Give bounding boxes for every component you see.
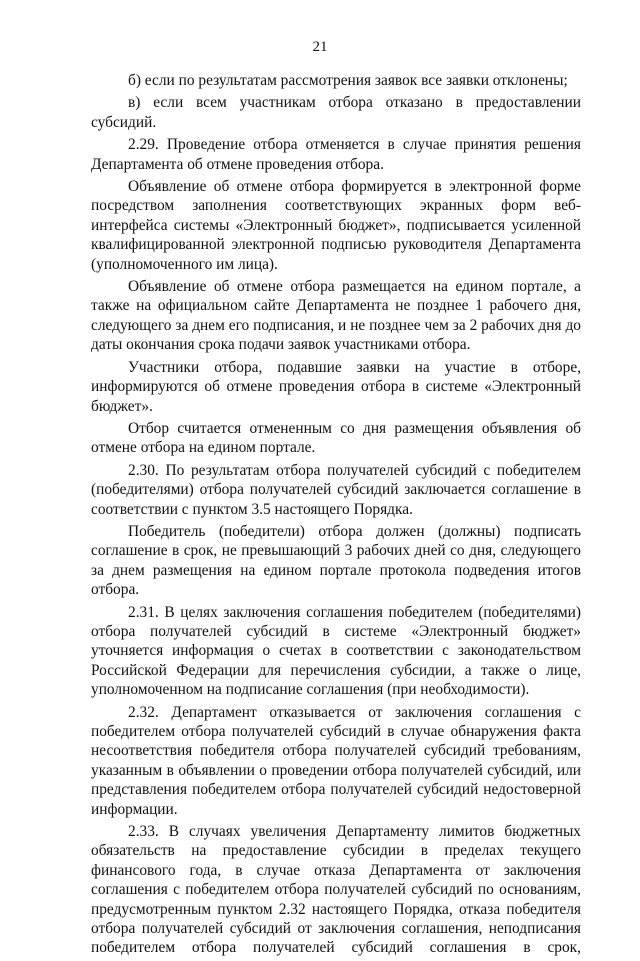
paragraph-cancel-announcement-publish: Объявление об отмене отбора размещается на едином портале, а также на официальном сайте Департамента не позднее 1 рабочего дня, следующего за днем его подписания, и не позднее чем за 2 рабочих дня до даты окончания срока подачи заявок участниками отбора.: [91, 278, 581, 354]
paragraph-2-32: 2.32. Департамент отказывается от заключения соглашения с победителем отбора получателей субсидий в случае обнаружения факта несоответствия победителя отбора получателей субсидий требованиям, указанным в объявлении о проведении отбора получателей субсидий, или представления победителем отбора получателей субсидий недостоверной информации.: [91, 703, 581, 818]
paragraph-2-30: 2.30. По результатам отбора получателей субсидий с победителем (победителями) отбора получателей субсидий заключается соглашение в соответствии с пунктом 3.5 настоящего Порядка.: [91, 461, 581, 518]
paragraph-2-33: 2.33. В случаях увеличения Департаменту лимитов бюджетных обязательств на предоставление субсидии в пределах текущего финансового года, в случае отказа Департамента от заключения соглашения с победителем отбора получателей субсидий по основаниям, предусмотренным пунктом 2.32 настоящего Порядка, отказа победителя отбора получателей субсидий от заключения соглашения, неподписания победителем отбора получателей субсидий соглашения в срок,: [91, 823, 581, 957]
page-number: 21: [312, 39, 328, 55]
paragraph-participants-informed: Участники отбора, подавшие заявки на участие в отборе, информируются об отмене проведения отбора в системе «Электронный бюджет».: [91, 358, 581, 415]
paragraph-v: в) если всем участникам отбора отказано в предоставлении субсидий.: [91, 94, 581, 131]
paragraph-2-29: 2.29. Проведение отбора отменяется в случае принятия решения Департамента об отмене проведения отбора.: [91, 136, 581, 173]
paragraph-b: б) если по результатам рассмотрения заявок все заявки отклонены;: [128, 72, 568, 89]
document-body: [91, 71, 581, 961]
paragraph-cancel-announcement-form: Объявление об отмене отбора формируется в электронной форме посредством заполнения соответствующих экранных форм веб-интерфейса системы «Электронный бюджет», подписывается усиленной квалифицированной электронной подписью руководителя Департамента (уполномоченного им лица).: [91, 178, 581, 273]
paragraph-2-31: 2.31. В целях заключения соглашения победителем (победителями) отбора получателей субсидий в системе «Электронный бюджет» уточняется информация о счетах в соответствии с законодательством Российской Федерации для перечисления субсидии, а также о лице, уполномоченном на подписание соглашения (при необходимости).: [91, 603, 581, 699]
paragraph-winner-signs: Победитель (победители) отбора должен (должны) подписать соглашение в срок, не превышающий 3 рабочих дней со дня, следующего за днем размещения на едином портале протокола подведения итогов отбора.: [91, 522, 581, 599]
paragraph-selection-cancelled: Отбор считается отмененным со дня размещения объявления об отмене отбора на едином портале.: [91, 419, 581, 457]
